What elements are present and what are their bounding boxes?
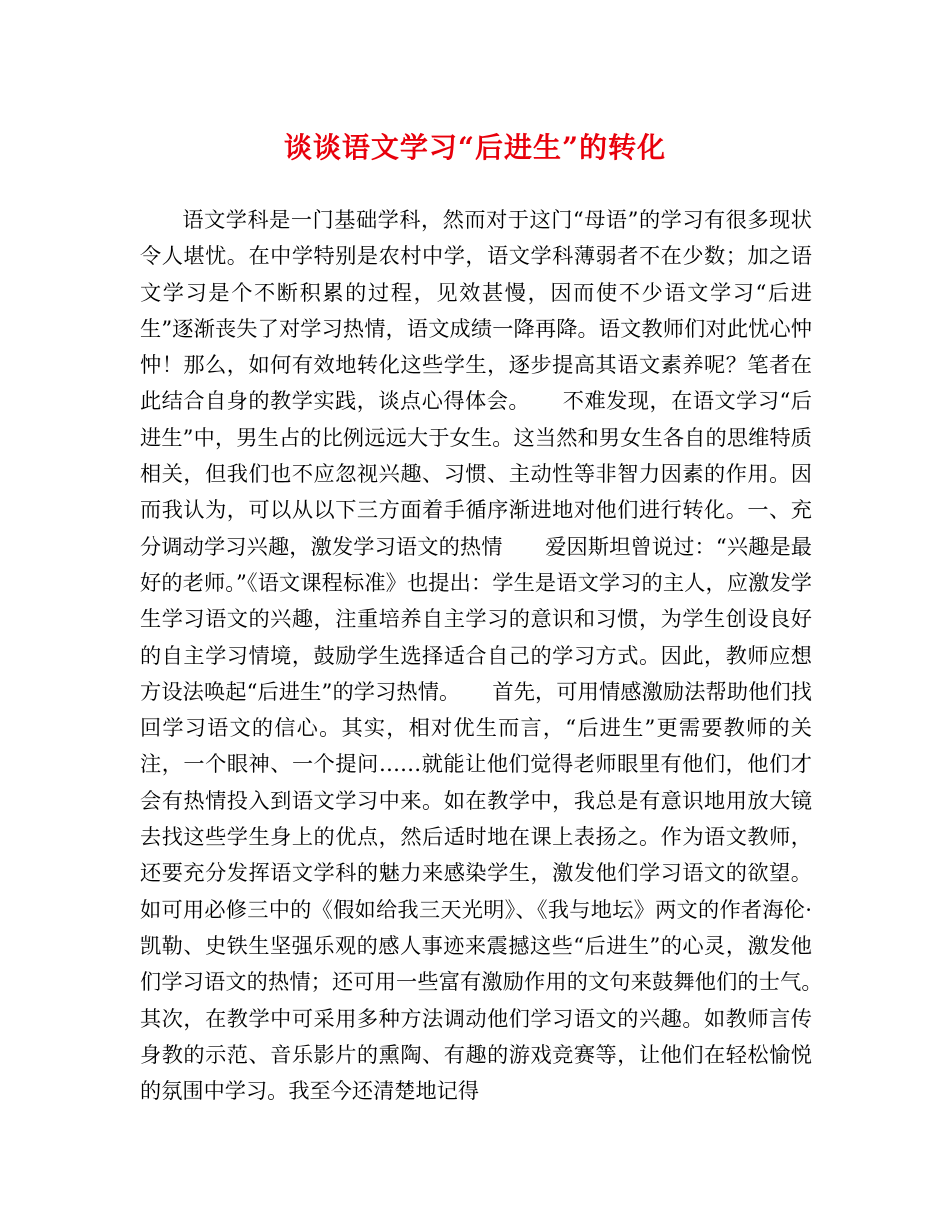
body-paragraph: 语文学科是一门基础学科，然而对于这门“母语”的学习有很多现状令人堪忧。在中学特别是农村中学，语文学科薄弱者不在少数；加之语文学习是个不断积累的过程，见效甚慢，因而使不少语文学习“后进生”逐渐丧失了对学习热情，语文成绩一降再降。语文教师们对此忧心忡忡！那么，如何有效地转化这些学生，逐步提高其语文素养呢？笔者在此结合自身的教学实践，谈点心得体会。 不难发现，在语文学习“后进生”中，男生占的比例远远大于女生。这当然和男女生各自的思维特质相关，但我们也不应忽视兴趣、习惯、主动性等非智力因素的作用。因而我认为，可以从以下三方面着手循序渐进地对他们进行转化。一、充分调动学习兴趣，激发学习语文的热情 爱因斯坦曾说过：“兴趣是最好的老师。”《语文课程标准》也提出：学生是语文学习的主人，应激发学生学习语文的兴趣，注重培养自主学习的意识和习惯，为学生创设良好的自主学习情境，鼓励学生选择适合自己的学习方式。因此，教师应想方设法唤起“后进生”的学习热情。 首先，可用情感激励法帮助他们找回学习语文的信心。其实，相对优生而言，“后进生”更需要教师的关注，一个眼神、一个提问……就能让他们觉得老师眼里有他们，他们才会有热情投入到语文学习中来。如在教学中，我总是有意识地用放大镜去找这些学生身上的优点，然后适时地在课上表扬之。作为语文教师，还要充分发挥语文学科的魅力来感染学生，激发他们学习语文的欲望。如可用必修三中的《假如给我三天光明》、《我与地坛》两文的作者海伦·凯勒、史铁生坚强乐观的感人事迹来震撼这些“后进生”的心灵，激发他们学习语文的热情；还可用一些富有激励作用的文句来鼓舞他们的士气。 其次，在教学中可采用多种方法调动他们学习语文的兴趣。如教师言传身教的示范、音乐影片的熏陶、有趣的游戏竞赛等，让他们在轻松愉悦的氛围中学习。我至今还清楚地记得 [140, 207, 855, 1104]
document-body [140, 202, 855, 1109]
document-title: 谈谈语文学习“后进生”的转化 [283, 131, 667, 164]
